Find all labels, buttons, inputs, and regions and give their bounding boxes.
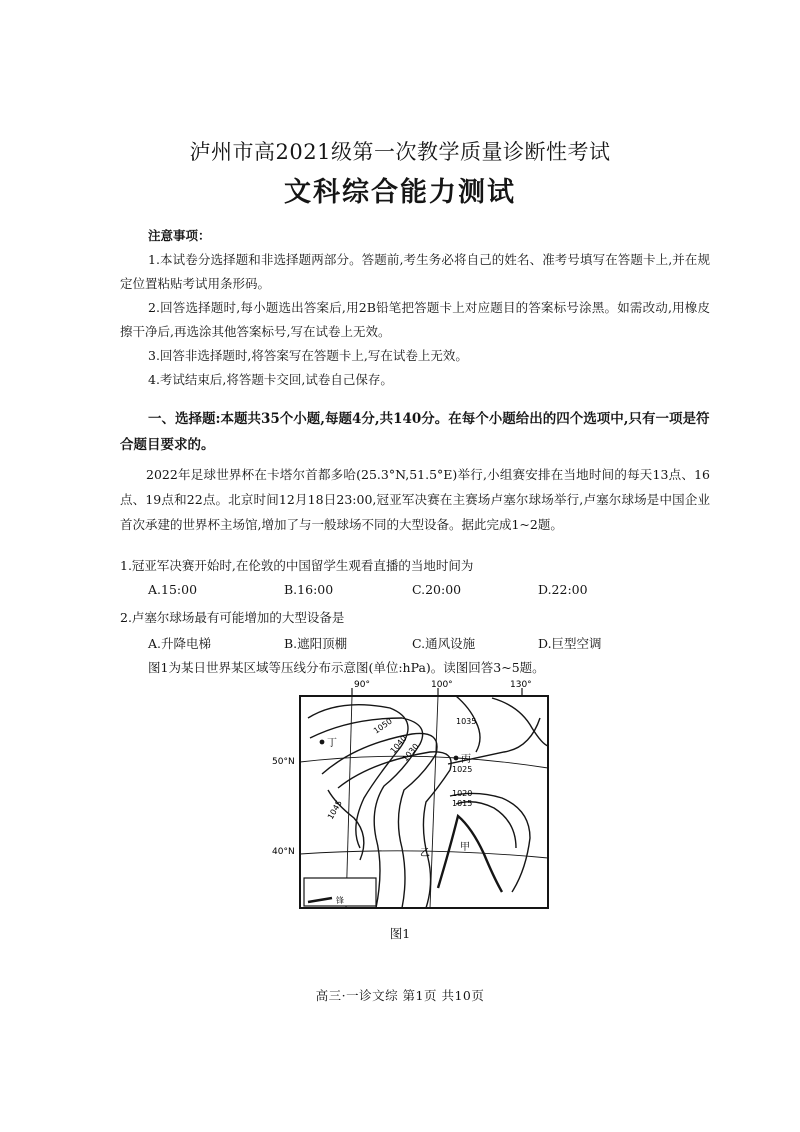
lat-label-50n: 50°N	[272, 757, 295, 767]
isobar-label-1015: 1015	[452, 799, 473, 808]
section-heading: 一、选择题:本题共35个小题,每题4分,共140分。在每个小题给出的四个选项中,只有一项是符合题目要求的。	[120, 411, 710, 453]
place-ding: 丁	[327, 738, 337, 749]
question-1-option-d: D.22:00	[538, 582, 588, 597]
isobar-label-1040: 1040	[388, 733, 409, 756]
lat-label-40n: 40°N	[272, 847, 295, 857]
isobar-label-1020: 1020	[452, 789, 473, 798]
question-1-option-c: C.20:00	[412, 582, 462, 597]
isobar-lines	[308, 696, 548, 908]
place-jia: 甲	[460, 842, 470, 853]
page-footer: 高三·一诊文综 第1页 共10页	[315, 988, 485, 1003]
exam-subject-title: 文科综合能力测试	[284, 177, 516, 208]
figure-intro: 图1为某日世界某区域等压线分布示意图(单位:hPa)。读图回答3~5题。	[148, 660, 545, 675]
question-1-option-b: B.16:00	[284, 582, 334, 597]
question-1-option-a: A.15:00	[148, 582, 198, 597]
notice-item-2: 2.回答选择题时,每小题选出答案后,用2B铅笔把答题卡上对应题目的答案标号涂黑。如需改动,用橡皮擦干净后,再选涂其他答案标号,写在试卷上无效。	[120, 300, 710, 339]
question-passage: 2022年足球世界杯在卡塔尔首都多哈(25.3°N,51.5°E)举行,小组赛安排在当地时间的每天13点、16点、19点和22点。北京时间12月18日23:00,冠亚军决赛在主赛场卢塞尔球场举行,卢塞尔球场是中国企业首次承建的世界杯主场馆,增加了与一般球场不同的大型设备。据此完成1~2题。	[120, 467, 710, 532]
isobar-label-1035: 1035	[456, 717, 477, 726]
isobar-map-figure	[272, 678, 560, 922]
isobar-map	[272, 678, 560, 918]
question-2-option-a: A.升降电梯	[148, 636, 212, 651]
question-2-option-b: B.遮阳顶棚	[284, 636, 348, 651]
question-1-stem: 1.冠亚军决赛开始时,在伦敦的中国留学生观看直播的当地时间为	[120, 558, 474, 573]
notice-item-4: 4.考试结束后,将答题卡交回,试卷自己保存。	[148, 372, 393, 387]
question-2-option-c: C.通风设施	[412, 636, 476, 651]
isobar-label-1050: 1050	[371, 716, 394, 736]
lon-label-90: 90°	[354, 680, 370, 690]
notice-item-1: 1.本试卷分选择题和非选择题两部分。答题前,考生务必将自己的姓名、准考号填写在答题卡上,并在规定位置粘贴考试用条形码。	[120, 252, 710, 291]
question-2-option-d: D.巨型空调	[538, 636, 602, 651]
figure-caption: 图1	[389, 926, 411, 941]
lon-label-130: 130°	[510, 680, 532, 690]
isobar-label-1045: 1045	[325, 798, 344, 821]
question-2-stem: 2.卢塞尔球场最有可能增加的大型设备是	[120, 610, 345, 625]
place-yi: 乙	[420, 848, 430, 859]
isobar-label-1025: 1025	[452, 765, 473, 774]
exam-title: 泸州市高2021级第一次教学质量诊断性考试	[189, 140, 611, 164]
notice-heading: 注意事项：	[148, 228, 211, 243]
lon-label-100: 100°	[431, 680, 453, 690]
isobar-label-1030: 1030	[400, 741, 421, 764]
notice-item-3: 3.回答非选择题时,将答案写在答题卡上,写在试卷上无效。	[148, 348, 468, 363]
place-bing: 丙	[461, 754, 471, 765]
legend-front-label: 锋	[336, 896, 344, 905]
